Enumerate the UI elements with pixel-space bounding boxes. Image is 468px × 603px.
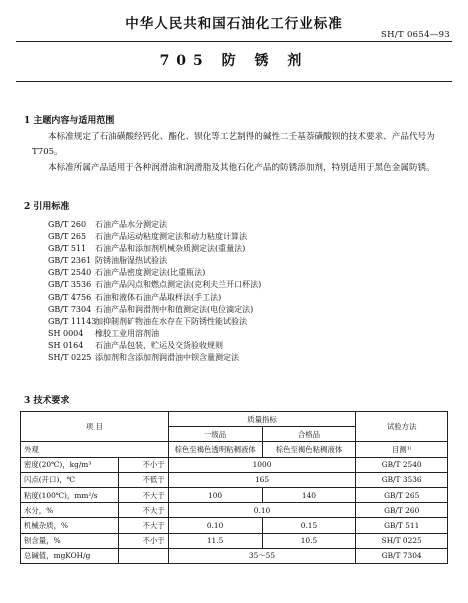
cell-qualified: 0.15 bbox=[262, 518, 356, 533]
reference-title: 石油产品包装、贮运及交货验收规则 bbox=[95, 340, 223, 350]
column-quality-header: 质量指标 bbox=[168, 412, 356, 427]
cell-method: 目测¹⁾ bbox=[356, 442, 448, 457]
reference-title: 石油产品和润滑剂中和值测定法(电位滴定法) bbox=[95, 304, 254, 314]
reference-title: 石油和液体石油产品取样法(手工法) bbox=[95, 292, 222, 302]
row-label: 粘度(100℃)，mm²/s bbox=[21, 487, 119, 502]
column-method-header: 试验方法 bbox=[356, 412, 448, 442]
cell-method: GB/T 265 bbox=[356, 487, 448, 502]
row-condition: 不大于 bbox=[118, 503, 168, 518]
table-row bbox=[21, 472, 448, 487]
section-1-paragraph-1: 本标准规定了石油磺酸经钙化、酯化、钡化等工艺制得的碱性二壬基萘磺酸钡的技术要求、产品代号为T705。 bbox=[32, 132, 435, 157]
row-condition: 不小于 bbox=[118, 533, 168, 548]
cell-merged-value: 0.10 bbox=[168, 503, 356, 518]
table-row bbox=[21, 518, 448, 533]
cell-method: GB/T 260 bbox=[356, 503, 448, 518]
reference-code: GB/T 260 bbox=[48, 220, 87, 229]
reference-title: 石油产品密度测定法(比重瓶法) bbox=[95, 268, 206, 278]
section-2-heading: 2 引用标准 bbox=[24, 202, 70, 212]
reference-code: SH/T 0225 bbox=[48, 353, 92, 363]
reference-code: GB/T 2361 bbox=[48, 256, 92, 266]
reference-item bbox=[48, 243, 261, 255]
reference-item bbox=[48, 219, 261, 231]
reference-code: SH 0004 bbox=[48, 328, 84, 338]
reference-item bbox=[48, 255, 261, 267]
reference-item bbox=[48, 304, 261, 316]
column-first-grade-header: 一级品 bbox=[168, 427, 262, 442]
reference-title: 添加剂和含添加剂润滑油中钡含量测定法 bbox=[95, 353, 239, 363]
reference-code: GB/T 2540 bbox=[48, 268, 92, 278]
column-item-header: 项 目 bbox=[21, 412, 169, 442]
table-row bbox=[21, 533, 448, 548]
reference-item bbox=[48, 231, 261, 243]
row-label: 钡含量，% bbox=[21, 533, 119, 548]
section-1-heading: 1 主题内容与适用范围 bbox=[24, 116, 115, 126]
cell-method: SH/T 0225 bbox=[356, 533, 448, 548]
reference-title: 石油产品闪点和燃点测定法(克利夫兰开口杯法) bbox=[95, 280, 262, 290]
row-condition: 不小于 bbox=[118, 457, 168, 472]
reference-code: SH 0164 bbox=[48, 340, 84, 350]
reference-item bbox=[48, 328, 261, 340]
document-title: 705 防 锈 剂 bbox=[159, 53, 309, 69]
cell-method: GB/T 3536 bbox=[356, 472, 448, 487]
standard-code: SH/T 0654—93 bbox=[380, 30, 450, 40]
reference-title: 石油产品和添加剂机械杂质测定法(重量法) bbox=[95, 244, 246, 254]
cell-method: GB/T 7304 bbox=[356, 548, 448, 563]
table-row bbox=[21, 503, 448, 518]
row-condition bbox=[118, 548, 168, 563]
reference-code: GB/T 4756 bbox=[48, 292, 92, 302]
cell-method: GB/T 511 bbox=[356, 518, 448, 533]
section-1-paragraph-2: 本标准所属产品适用于各种润滑油和润滑脂及其他石化产品的防锈添加剂，特别适用于黑色金属防锈。 bbox=[48, 163, 435, 173]
row-label: 密度(20℃)，kg/m³ bbox=[21, 457, 119, 472]
cell-qualified: 140 bbox=[262, 487, 356, 502]
reference-title: 防锈油脂湿热试验法 bbox=[95, 256, 167, 266]
table-header-row bbox=[21, 412, 448, 427]
cell-merged-value: 35～55 bbox=[168, 548, 356, 563]
cell-method: GB/T 2540 bbox=[356, 457, 448, 472]
cell-merged-value: 165 bbox=[168, 472, 356, 487]
reference-item bbox=[48, 352, 261, 364]
reference-code: GB/T 265 bbox=[48, 232, 87, 242]
table-row bbox=[21, 442, 448, 457]
cell-first-grade: 11.5 bbox=[168, 533, 262, 548]
reference-item bbox=[48, 279, 261, 291]
table-row bbox=[21, 548, 448, 563]
row-label: 总碱值，mgKOH/g bbox=[21, 548, 119, 563]
cell-qualified: 棕色至褐色粘稠液体 bbox=[262, 442, 356, 457]
reference-item bbox=[48, 316, 261, 328]
reference-title: 加抑制剂矿物油在水存在下防锈性能试验法 bbox=[95, 316, 247, 326]
cell-first-grade: 棕色至褐色透明粘稠液体 bbox=[168, 442, 262, 457]
table-row bbox=[21, 457, 448, 472]
row-label: 闪点(开口)，℃ bbox=[21, 472, 119, 487]
reference-title: 石油产品运动粘度测定法和动力粘度计算法 bbox=[95, 232, 247, 242]
cell-first-grade: 0.10 bbox=[168, 518, 262, 533]
reference-code: GB/T 7304 bbox=[48, 304, 92, 314]
reference-item bbox=[48, 292, 261, 304]
row-condition: 不大于 bbox=[118, 487, 168, 502]
reference-code: GB/T 511 bbox=[48, 244, 87, 254]
cell-merged-value: 1000 bbox=[168, 457, 356, 472]
technical-requirements-table bbox=[20, 411, 448, 564]
header-rule bbox=[16, 41, 452, 42]
title-rule bbox=[16, 81, 452, 82]
row-label: 水分，% bbox=[21, 503, 119, 518]
reference-code: GB/T 11143 bbox=[48, 316, 97, 326]
table-row bbox=[21, 487, 448, 502]
reference-list bbox=[48, 219, 261, 364]
reference-title: 橡胶工业用溶剂油 bbox=[95, 328, 159, 338]
row-label: 机械杂质，% bbox=[21, 518, 119, 533]
cell-first-grade: 100 bbox=[168, 487, 262, 502]
reference-code: GB/T 3536 bbox=[48, 280, 92, 290]
column-qualified-header: 合格品 bbox=[262, 427, 356, 442]
cell-qualified: 10.5 bbox=[262, 533, 356, 548]
reference-title: 石油产品水分测定法 bbox=[95, 220, 167, 229]
standard-header-title: 中华人民共和国石油化工行业标准 bbox=[125, 16, 343, 32]
row-condition: 不大于 bbox=[118, 518, 168, 533]
row-label: 外观 bbox=[21, 442, 169, 457]
row-condition: 不低于 bbox=[118, 472, 168, 487]
reference-item bbox=[48, 340, 261, 352]
reference-item bbox=[48, 267, 261, 279]
section-3-heading: 3 技术要求 bbox=[24, 396, 70, 406]
